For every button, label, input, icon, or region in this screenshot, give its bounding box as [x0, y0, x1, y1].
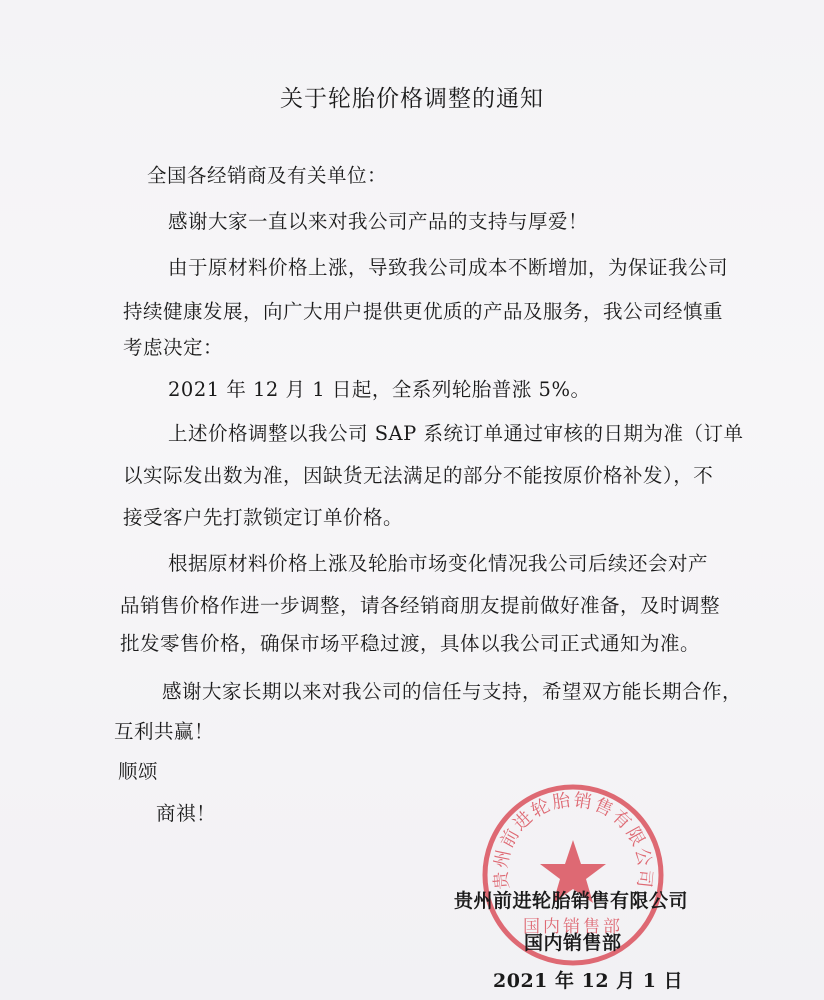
salutation: 全国各经销商及有关单位： — [147, 164, 388, 187]
paragraph-future-line-1: 根据原材料价格上涨及轮胎市场变化情况我公司后续还会对产 — [168, 552, 709, 575]
signature-department: 国内销售部 — [524, 932, 622, 954]
closing-wishes: 商祺！ — [156, 802, 217, 825]
paragraph-reason-line-1: 由于原材料价格上涨，导致我公司成本不断增加，为保证我公司 — [168, 256, 729, 279]
paragraph-closing-line-1: 感谢大家长期以来对我公司的信任与支持，希望双方能长期合作， — [162, 680, 743, 703]
seal-bottom-text: 国内销售部 — [523, 917, 623, 937]
paragraph-future-line-2: 品销售价格作进一步调整，请各经销商朋友提前做好准备，及时调整 — [120, 594, 721, 617]
paragraph-closing-line-2: 互利共赢！ — [114, 720, 215, 743]
paragraph-basis-line-2: 以实际发出数为准，因缺货无法满足的部分不能按原价格补发），不 — [123, 464, 714, 487]
paragraph-basis-line-3: 接受客户先打款锁定订单价格。 — [123, 506, 404, 529]
paragraph-increase: 2021 年 12 月 1 日起，全系列轮胎普涨 5%。 — [168, 378, 591, 401]
seal-ring-text: 贵州前进轮胎销售有限公司 — [490, 789, 656, 891]
document-title: 关于轮胎价格调整的通知 — [280, 86, 544, 112]
signature-company: 贵州前进轮胎销售有限公司 — [454, 890, 689, 912]
signature-date: 2021 年 12 月 1 日 — [493, 970, 684, 992]
paragraph-reason-line-2: 持续健康发展，向广大用户提供更优质的产品及服务，我公司经慎重 — [123, 300, 724, 323]
paragraph-future-line-3: 批发零售价格，确保市场平稳过渡，具体以我公司正式通知为准。 — [120, 632, 701, 655]
paragraph-basis-line-1: 上述价格调整以我公司 SAP 系统订单通过审核的日期为准（订单 — [168, 422, 744, 445]
closing-regards: 顺颂 — [118, 760, 159, 783]
paragraph-reason-line-3: 考虑决定： — [123, 336, 224, 359]
paragraph-thanks: 感谢大家一直以来对我公司产品的支持与厚爱！ — [168, 210, 589, 233]
